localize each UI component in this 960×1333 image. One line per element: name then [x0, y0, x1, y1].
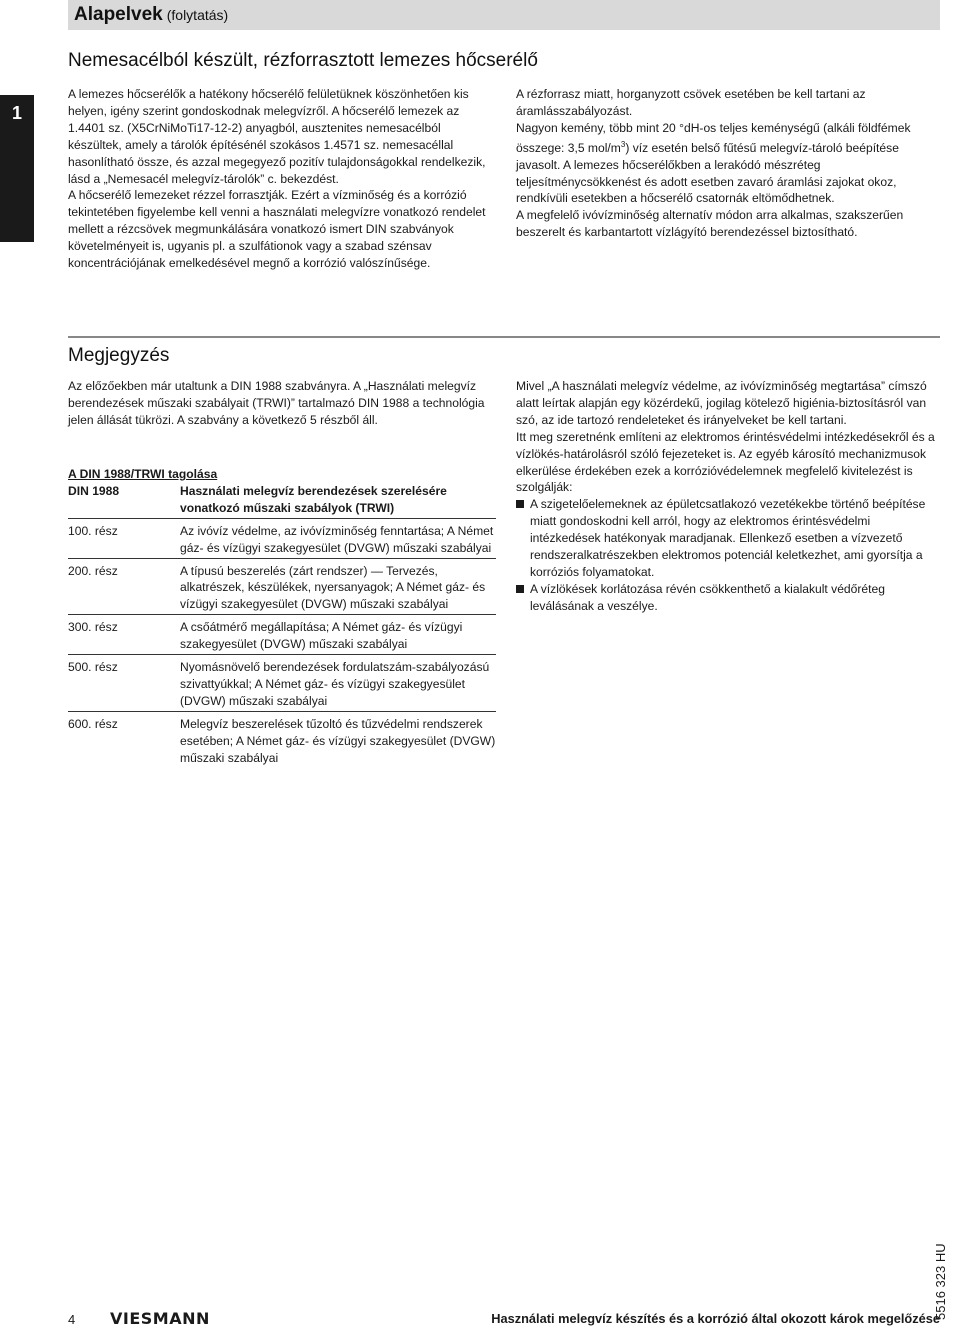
section-left-paragraph-2: A hőcserélő lemezeket rézzel forrasztják. Ezért a vízminőség és a korrózió tekintetében figyelembe kell venni a használati melegvízre vonatkozó rendelet mellett a rézcsövek megmunkálására vonatkozó ismert DIN szabványok követelményeit is, ugyanis pl. a szulfátionok vagy a szabad szénsav koncentrációjának emelkedésével megnő a korrózió valószínűsége. — [68, 188, 486, 271]
table-row-value: A csőátmérő megállapítása; A Német gáz- és vízügyi szakegyesület (DVGW) műszaki szabályai — [180, 620, 463, 652]
list-item — [516, 581, 944, 615]
chapter-number: 1 — [11, 103, 22, 123]
brand-logo: VIESMANN — [110, 1309, 210, 1328]
table-row-value: Az ivóvíz védelme, az ivóvízminőség fenntartása; A Német gáz- és vízügyi szakegyesület (DVGW) műszaki szabályai — [180, 523, 494, 555]
section-right-paragraph-2-a: Nagyon kemény, több mint 20 °dH-os teljes keménységű (alkáli földfémek összege: 3,5 mol/m — [516, 120, 911, 155]
table-row-value: Melegvíz beszerelések tűzoltó és tűzvédelmi rendszerek esetében; A Német gáz- és vízügyi szakegyesület (DVGW) műszaki szabályai — [180, 716, 496, 765]
section-right-paragraph-3: A megfelelő ivóvízminőség alternatív módon arra alkalmas, szakszerűen beszerelt és karbantartott vízlágyító berendezéssel biztosítható. — [516, 208, 904, 240]
note-intro: Az előzőekben már utaltunk a DIN 1988 szabványra. A „Használati melegvíz berendezések műszaki szabályait (TRWI)” tartalmazó DIN 1988 a technológia jelen állását tükrözi. A szabvány a következő 5 részből áll. — [68, 379, 485, 427]
header-title — [74, 4, 228, 26]
note-right-paragraph-1: Mivel „A használati melegvíz védelme, az ivóvízminőség megtartása” címszó alatt leírtak alapján egy közérdekű, jogilag kötelező higiénia-biztosításról van szó, az ide tartozó rendeleteket és irányelveket be kell tartani. — [516, 379, 927, 427]
chapter-tab — [0, 95, 34, 242]
table-row — [68, 619, 496, 655]
document-number — [933, 1200, 957, 1320]
list-item-text: A szigetelőelemeknek az épületcsatlakozó vezetékekbe történő beépítése miatt gondoskodni kell arról, hogy az elektromos érintésvédelmi intézkedések hatékonyak maradjanak. Ellenkező esetben a vízvezető rendszeralkatrészekben elektromos potenciál keletkezhet, ami gyorsítja a korróziós folyamatokat. — [530, 497, 926, 579]
table-row-key: 600. rész — [68, 716, 118, 731]
section-left-column — [68, 86, 496, 272]
page-number: 4 — [68, 1312, 76, 1327]
table-row — [68, 659, 496, 712]
table-row — [68, 563, 496, 616]
header-subtitle: (folytatás) — [166, 7, 229, 23]
din-table-header-value: Használati melegvíz berendezések szerelésére vonatkozó műszaki szabályok (TRWI) — [180, 483, 447, 515]
note-right-column — [516, 378, 944, 615]
note-right-paragraph-2: Itt meg szeretnénk említeni az elektromos érintésvédelmi intézkedésekről és a vízlökés-határolásról szóló fejezeteket is. Az egyéb károsító mechanizmusok elkerülése érdekében ezek a korrózióvédelemnek megfelelő kivitelezést is szolgálják: — [516, 429, 935, 495]
din-table-header — [68, 483, 496, 519]
table-row — [68, 523, 496, 559]
din-table-caption: A DIN 1988/TRWI tagolása — [68, 467, 218, 481]
document-number-text: 5516 323 HU — [933, 1243, 948, 1320]
table-row-key: 100. rész — [68, 523, 118, 538]
table-row-value: A típusú beszerelés (zárt rendszer) ― Tervezés, alkatrészek, készülékek, nyersanyagok; A Német gáz- és vízügyi szakegyesület (DVGW) műszaki szabályai — [180, 563, 486, 612]
header-title-text: Alapelvek — [74, 4, 163, 25]
section-divider — [68, 336, 940, 338]
section-right-column — [516, 86, 944, 241]
section-title: Nemesacélból készült, rézforrasztott lemezes hőcserélő — [68, 50, 538, 71]
table-row-key: 500. rész — [68, 660, 118, 675]
section-left-paragraph-1: A lemezes hőcserélők a hatékony hőcserélő felületüknek köszönhetően kis helyen, igény szerint gondoskodnak melegvízről. A hőcserélő lemezek az 1.4401 sz. (X5CrNiMoTi17-12-2) anyagból, ausztenites nemesacélból készültek, amely a tárolók építésénél szokásos 1.4571 sz. nemesacéllal hasonlítható össze, és azzal megegyező pozitív tulajdonságokkal rendelkezik, lásd a „Nemesacél melegvíz-tárolók” c. bekezdést. — [68, 87, 486, 186]
din-table — [68, 466, 496, 772]
din-table-header-key: DIN 1988 — [68, 483, 120, 498]
table-row — [68, 716, 496, 768]
table-row-key: 200. rész — [68, 563, 118, 578]
list-item-text: A vízlökések korlátozása révén csökkenthető a kialakult védőréteg leválásának a veszélye. — [530, 581, 885, 613]
section-right-paragraph-1: A rézforrasz miatt, horganyzott csövek esetében be kell tartani az áramlásszabályozást. — [516, 87, 866, 118]
square-bullet-icon — [516, 500, 524, 508]
section-right-paragraph-2 — [516, 120, 944, 208]
section-right-paragraph-2-b: ) víz esetén belső fűtésű melegvíz-tároló beépítése javasolt. A lemezes hőcserélőkben a lerakódó mészréteg teljesítménycsökkenést és adott esetben zavaró áramlási zajokat okoz, rendkívüli esetekben a hőcserélő csatornák eltömődhetnek. — [516, 140, 899, 206]
table-row-value: Nyomásnövelő berendezések fordulatszám-szabályozású szivattyúkkal; A Német gáz- és vízügyi szakegyesület (DVGW) műszaki szabályai — [180, 660, 490, 708]
square-bullet-icon — [516, 585, 524, 593]
footer-title: Használati melegvíz készítés és a korrózió által okozott károk megelőzése — [491, 1311, 940, 1326]
superscript: 3 — [620, 139, 626, 149]
table-row-key: 300. rész — [68, 620, 118, 635]
list-item — [516, 496, 944, 581]
note-title: Megjegyzés — [68, 345, 170, 366]
